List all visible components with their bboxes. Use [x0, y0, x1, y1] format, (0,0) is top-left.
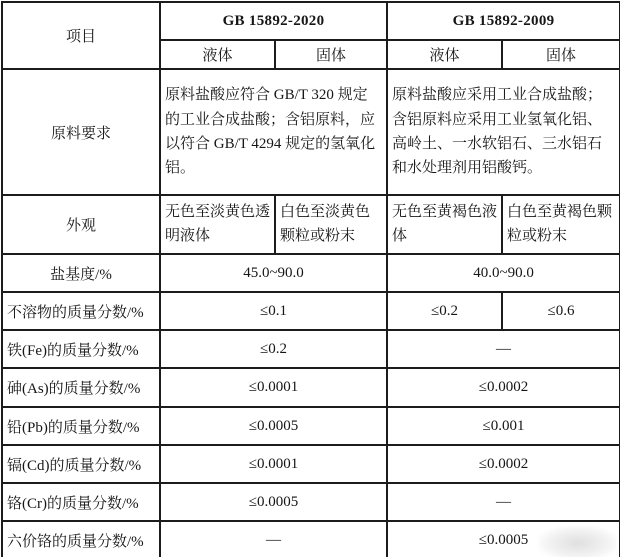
hexavalent-chromium-value: ≤0.0005	[478, 531, 529, 548]
header-2020-liquid: 液体	[160, 40, 275, 69]
standards-comparison-table	[1, 1, 620, 557]
cell-2020-lead: ≤0.0005	[160, 407, 387, 445]
row-label-arsenic: 砷(As)的质量分数/%	[2, 368, 160, 407]
row-iron	[2, 330, 620, 368]
cell-2020-liquid-appearance: 无色至淡黄色透明液体	[160, 195, 275, 254]
cell-2020-insoluble: ≤0.1	[160, 292, 387, 330]
cell-2020-solid-appearance: 白色至淡黄色颗粒或粉末	[275, 195, 387, 254]
row-label-raw-material: 原料要求	[2, 69, 160, 195]
header-2009-solid: 固体	[502, 40, 620, 69]
cell-2009-arsenic: ≤0.0002	[387, 368, 620, 407]
row-arsenic	[2, 368, 620, 407]
header-row-standards	[2, 2, 620, 40]
cell-2020-basicity: 45.0~90.0	[160, 254, 387, 292]
header-std-2009: GB 15892-2009	[387, 2, 620, 40]
row-lead	[2, 407, 620, 445]
row-label-appearance: 外观	[2, 195, 160, 254]
cell-2009-basicity: 40.0~90.0	[387, 254, 620, 292]
row-label-insoluble: 不溶物的质量分数/%	[2, 292, 160, 330]
cell-2020-arsenic: ≤0.0001	[160, 368, 387, 407]
cell-2009-cadmium: ≤0.0002	[387, 445, 620, 483]
cell-2009-hexavalent-chromium	[387, 521, 620, 557]
header-2020-solid: 固体	[275, 40, 387, 69]
cell-2009-solid-insoluble: ≤0.6	[502, 292, 620, 330]
cell-2020-raw-material: 原料盐酸应符合 GB/T 320 规定的工业合成盐酸；含铝原料，应以符合 GB/T 4294 规定的氢氧化铝。	[160, 69, 387, 195]
cell-2009-solid-appearance: 白色至黄褐色颗粒或粉末	[502, 195, 620, 254]
cell-2009-liquid-insoluble: ≤0.2	[387, 292, 502, 330]
row-hexavalent-chromium	[2, 521, 620, 557]
row-basicity	[2, 254, 620, 292]
row-label-iron: 铁(Fe)的质量分数/%	[2, 330, 160, 368]
cell-2020-iron: ≤0.2	[160, 330, 387, 368]
row-raw-material	[2, 69, 620, 195]
row-label-basicity: 盐基度/%	[2, 254, 160, 292]
row-label-chromium: 铬(Cr)的质量分数/%	[2, 483, 160, 521]
cell-2020-chromium: ≤0.0005	[160, 483, 387, 521]
row-label-lead: 铅(Pb)的质量分数/%	[2, 407, 160, 445]
header-item-cell: 项目	[2, 2, 160, 69]
header-2009-liquid: 液体	[387, 40, 502, 69]
row-label-hexavalent-chromium: 六价铬的质量分数/%	[2, 521, 160, 557]
cell-2009-iron: —	[387, 330, 620, 368]
watermark	[539, 526, 617, 557]
header-std-2020: GB 15892-2020	[160, 2, 387, 40]
cell-2009-lead: ≤0.001	[387, 407, 620, 445]
cell-2009-raw-material: 原料盐酸应采用工业合成盐酸；含铝原料应采用工业氢氧化铝、高岭土、一水软铝石、三水铝石和水处理剂用铝酸钙。	[387, 69, 620, 195]
row-chromium	[2, 483, 620, 521]
row-label-cadmium: 镉(Cd)的质量分数/%	[2, 445, 160, 483]
row-appearance	[2, 195, 620, 254]
cell-2020-hexavalent-chromium: —	[160, 521, 387, 557]
row-insoluble	[2, 292, 620, 330]
cell-2020-cadmium: ≤0.0001	[160, 445, 387, 483]
cell-2009-liquid-appearance: 无色至黄褐色液体	[387, 195, 502, 254]
cell-2009-chromium: —	[387, 483, 620, 521]
row-cadmium	[2, 445, 620, 483]
